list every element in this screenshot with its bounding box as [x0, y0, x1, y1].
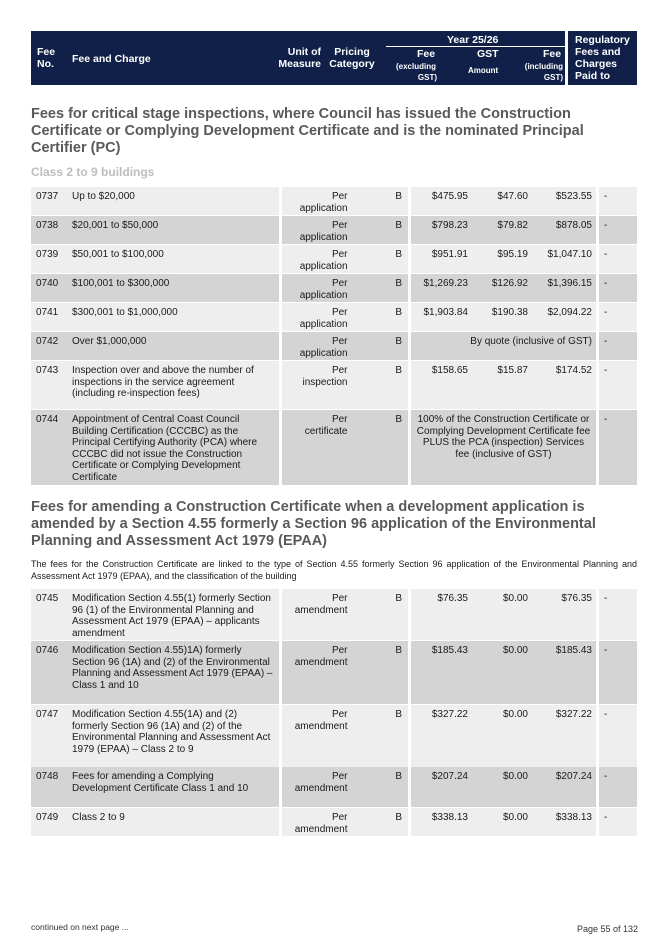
table-row: [31, 808, 637, 836]
fee-number: 0742: [36, 336, 59, 347]
unit-of-measure: [282, 410, 355, 485]
gst-amount: $190.38: [491, 307, 528, 318]
header-fee-incl-sub2: GST): [543, 73, 563, 82]
unit-of-measure: [282, 216, 355, 244]
pricing-category: B: [395, 365, 402, 376]
header-gst-label: GST: [477, 48, 499, 60]
unit-of-measure-text: Per application: [299, 307, 348, 330]
fee-number: 0739: [36, 249, 59, 260]
pricing-category: B: [395, 593, 402, 604]
table-header: [31, 31, 637, 85]
fee-including-gst: $338.13: [555, 812, 592, 823]
header-regulatory-4: Paid to: [575, 70, 611, 82]
unit-of-measure: [282, 589, 355, 640]
gst-amount: $0.00: [502, 709, 528, 720]
unit-of-measure: [282, 303, 355, 331]
fee-including-gst: $878.05: [555, 220, 592, 231]
fee-number: 0744: [36, 414, 59, 425]
unit-of-measure: [282, 641, 355, 704]
table-row: [31, 589, 637, 640]
fee-number: 0741: [36, 307, 59, 318]
header-fee-no: Fee No.: [37, 46, 56, 70]
header-fee-incl-label: Fee: [543, 48, 562, 60]
fee-excluding-gst: $798.23: [431, 220, 468, 231]
fee-number: 0749: [36, 812, 59, 823]
fee-description: $20,001 to $50,000: [72, 220, 159, 231]
unit-of-measure-text: Per amendment: [294, 812, 348, 835]
fee-excluding-gst: $327.22: [431, 709, 468, 720]
fee-including-gst: $523.55: [555, 191, 592, 202]
fee-excluding-gst: $1,903.84: [423, 307, 468, 318]
table-row: [31, 245, 637, 273]
table-row: [31, 641, 637, 704]
regulatory-paid-to: -: [604, 307, 608, 318]
unit-of-measure-text: Per inspection: [302, 365, 348, 388]
unit-of-measure: [282, 808, 355, 836]
gst-amount: $0.00: [502, 645, 528, 656]
regulatory-paid-to: -: [604, 278, 608, 289]
gst-amount: $0.00: [502, 812, 528, 823]
pricing-category: B: [395, 645, 402, 656]
fee-excluding-gst: $207.24: [431, 771, 468, 782]
table-row: [31, 361, 637, 409]
header-regulatory-1: Regulatory: [575, 34, 630, 46]
pricing-category: B: [395, 336, 402, 347]
fee-number: 0740: [36, 278, 59, 289]
unit-of-measure: [282, 274, 355, 302]
table-row: [31, 410, 637, 485]
table-row: [31, 332, 637, 360]
fee-description: $100,001 to $300,000: [72, 278, 170, 289]
unit-of-measure-text: Per amendment: [294, 709, 348, 732]
pricing-category: B: [395, 414, 402, 425]
page-number: Page 55 of 132: [576, 924, 638, 934]
regulatory-paid-to: -: [604, 365, 608, 376]
fee-description: Up to $20,000: [72, 191, 135, 202]
fee-number: 0738: [36, 220, 59, 231]
fee-description: Over $1,000,000: [72, 336, 147, 347]
continued-note: continued on next page ...: [31, 922, 129, 932]
fee-formula-note: 100% of the Construction Certificate or Complying Development Certificate fee PLUS the PCA (inspection) Services fee (inclusive of GST): [416, 414, 591, 460]
fee-excluding-gst: $76.35: [437, 593, 468, 604]
regulatory-paid-to: -: [604, 336, 608, 347]
fee-including-gst: $1,047.10: [547, 249, 592, 260]
regulatory-paid-to: -: [604, 249, 608, 260]
fee-excluding-gst: $185.43: [431, 645, 468, 656]
unit-of-measure: [282, 767, 355, 807]
unit-of-measure-text: Per application: [299, 191, 348, 214]
fee-including-gst: $76.35: [561, 593, 592, 604]
header-regulatory-2: Fees and: [575, 46, 621, 58]
header-regulatory-3: Charges: [575, 58, 618, 70]
pricing-category: B: [395, 191, 402, 202]
regulatory-paid-to: -: [604, 771, 608, 782]
header-fee-incl-sub1: (including: [524, 62, 563, 71]
header-fee-excl-label: Fee: [417, 48, 436, 60]
unit-of-measure-text: Per application: [299, 220, 348, 243]
fee-number: 0747: [36, 709, 59, 720]
regulatory-paid-to: -: [604, 191, 608, 202]
fee-description: Modification Section 4.55(1) formerly Section 96 (1) of the Environmental Planning and Assessment Act 1979 (EPAA) – applicants amendment: [72, 593, 271, 639]
pricing-category: B: [395, 709, 402, 720]
pricing-category: B: [395, 771, 402, 782]
section-heading-critical-inspections: Fees for critical stage inspections, where Council has issued the Construction Certificate or Complying Development Certificate and is the nominated Principal Certifier (PC): [31, 106, 584, 156]
fee-number: 0748: [36, 771, 59, 782]
header-fee-and-charge: Fee and Charge: [72, 53, 151, 65]
regulatory-paid-to: -: [604, 414, 608, 425]
fee-number: 0746: [36, 645, 59, 656]
unit-of-measure-text: Per amendment: [294, 593, 348, 616]
header-fee-excl-sub2: GST): [417, 73, 437, 82]
regulatory-paid-to: -: [604, 645, 608, 656]
fee-description: $300,001 to $1,000,000: [72, 307, 178, 318]
pricing-category: B: [395, 307, 402, 318]
pricing-category: B: [395, 220, 402, 231]
unit-of-measure: [282, 245, 355, 273]
fee-including-gst: $2,094.22: [547, 307, 592, 318]
fee-excluding-gst: $158.65: [431, 365, 468, 376]
unit-of-measure-text: Per amendment: [294, 645, 348, 668]
section-subheading-class-2-9: Class 2 to 9 buildings: [31, 165, 155, 179]
fee-excluding-gst: $951.91: [431, 249, 468, 260]
fee-including-gst: $207.24: [555, 771, 592, 782]
unit-of-measure: [282, 332, 355, 360]
header-gst-amount: Amount: [468, 66, 499, 75]
unit-of-measure: [282, 361, 355, 409]
unit-of-measure-text: Per application: [299, 249, 348, 272]
table-row: [31, 303, 637, 331]
regulatory-paid-to: -: [604, 593, 608, 604]
pricing-category: B: [395, 249, 402, 260]
table-row: [31, 187, 637, 215]
unit-of-measure-text: Per application: [299, 336, 348, 359]
pricing-category: B: [395, 812, 402, 823]
fee-including-gst: $327.22: [555, 709, 592, 720]
header-pricing-category: Pricing Category: [329, 46, 375, 70]
gst-amount: $15.87: [497, 365, 528, 376]
fee-excluding-gst: $338.13: [431, 812, 468, 823]
fee-excluding-gst: $475.95: [431, 191, 468, 202]
table-row: [31, 767, 637, 807]
fee-description: Class 2 to 9: [72, 812, 125, 823]
fee-including-gst: $185.43: [555, 645, 592, 656]
unit-of-measure: [282, 705, 355, 768]
fee-including-gst: $1,396.15: [547, 278, 592, 289]
fee-including-gst: $174.52: [555, 365, 592, 376]
regulatory-paid-to: -: [604, 220, 608, 231]
fee-description: Inspection over and above the number of inspections in the service agreement (including re-inspection fees): [72, 365, 254, 399]
regulatory-paid-to: -: [604, 812, 608, 823]
fee-number: 0743: [36, 365, 59, 376]
header-year: Year 25/26: [447, 34, 499, 46]
fee-description: Fees for amending a Complying Development Certificate Class 1 and 10: [72, 771, 249, 794]
table-row: [31, 216, 637, 244]
fee-number: 0745: [36, 593, 59, 604]
unit-of-measure-text: Per application: [299, 278, 348, 301]
section-heading-amending-cc: Fees for amending a Construction Certificate when a development application is amended by a Section 4.55 formerly a Section 96 application of the Environmental Planning and Assessment Act 1979 (EPAA): [31, 499, 596, 549]
section-intro-paragraph: The fees for the Construction Certificate are linked to the type of Section 4.55 formerly Section 96 application of the Environmental Planning and Assessment Act 1979 (EPAA), and the classification of the building: [31, 559, 637, 581]
regulatory-paid-to: -: [604, 709, 608, 720]
fee-number: 0737: [36, 191, 59, 202]
gst-amount: $0.00: [502, 593, 528, 604]
table-row: [31, 274, 637, 302]
gst-amount: $95.19: [497, 249, 528, 260]
gst-amount: $0.00: [502, 771, 528, 782]
pricing-category: B: [395, 278, 402, 289]
unit-of-measure-text: Per certificate: [304, 414, 348, 437]
unit-of-measure-text: Per amendment: [294, 771, 348, 794]
fee-excluding-gst: $1,269.23: [423, 278, 468, 289]
gst-amount: $126.92: [491, 278, 528, 289]
unit-of-measure: [282, 187, 355, 215]
gst-amount: $79.82: [497, 220, 528, 231]
fee-description: Modification Section 4.55(1A) and (2) formerly Section 96 (1A) and (2) of the Environmental Planning and Assessment Act 1979 (EPAA) – Class 2 to 9: [72, 709, 271, 755]
header-unit-of-measure: Unit of Measure: [278, 46, 321, 70]
fee-quote-note: By quote (inclusive of GST): [470, 336, 592, 347]
fee-description: $50,001 to $100,000: [72, 249, 164, 260]
header-fee-excl-sub1: (excluding: [395, 62, 436, 71]
fee-description: Appointment of Central Coast Council Building Certification (CCCBC) as the Principal Certifying Authority (PCA) where CCCBC did not issue the Construction Certificate or Complying Development Certificate: [72, 414, 258, 483]
header-year-divider: [386, 46, 565, 47]
fee-description: Modification Section 4.55)1A) formerly Section 96 (1A) and (2) of the Environmental Planning and Assessment Act 1979 (EPAA) – Class 1 and 10: [72, 645, 273, 691]
table-row: [31, 705, 637, 768]
gst-amount: $47.60: [497, 191, 528, 202]
